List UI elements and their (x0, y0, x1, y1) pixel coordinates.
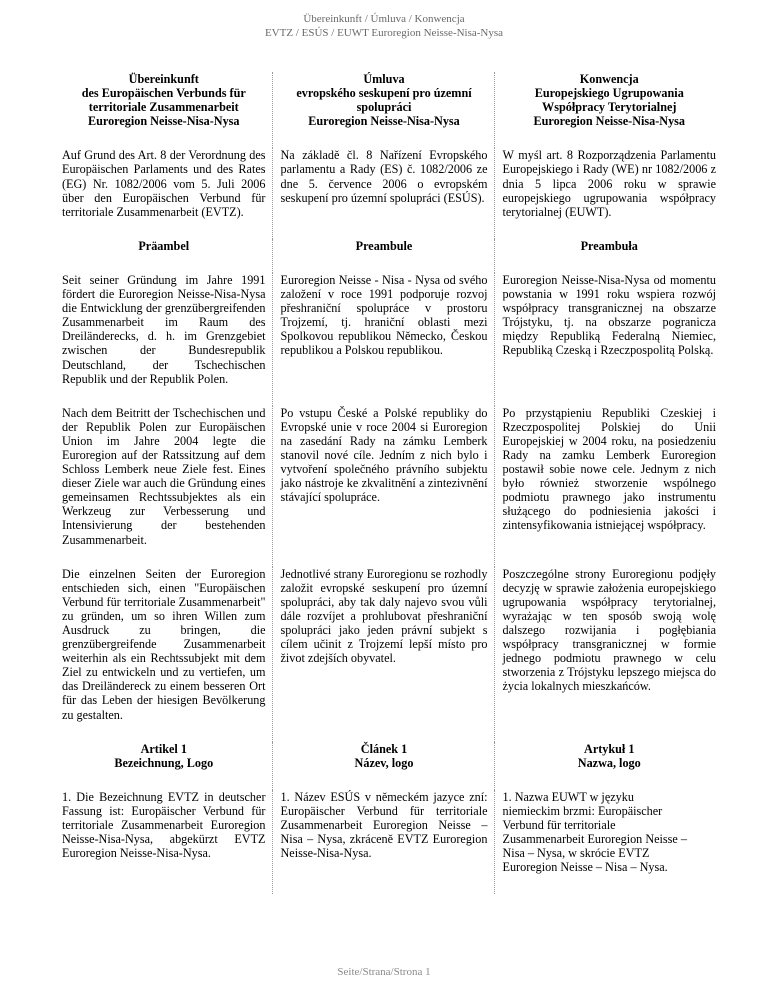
article-1-p1-cs: 1. Název ESÚS v německém jazyce zní: Europäischer Verbund für territoriale Zusammenarbeit Euroregion Neisse – Nisa – Nysa, zkráceně EVTZ Euroregion Neisse-Nisa-Nysa. (272, 790, 494, 895)
page-footer: Seite/Strana/Strona 1 (337, 966, 431, 978)
intro-de: Auf Grund des Art. 8 der Verordnung des Europäischen Parlaments und des Rates (EG) Nr. 1082/2006 vom 5. Juli 2006 über den Europäischen Verbund für territoriale Zusammenarbeit (EVTZ). (62, 148, 266, 219)
intro-pl: W myśl art. 8 Rozporządzenia Parlamentu Europejskiego i Rady (WE) nr 1082/2006 z dnia 5 lipca 2006 roku w sprawie europejskiego ugrupowania współpracy terytorialnej (EUWT). (494, 148, 716, 238)
page-header (0, 12, 768, 40)
intro-row (62, 148, 716, 238)
preamble-p1-cs: Euroregion Neisse - Nisa - Nysa od svého založení v roce 1991 podporuje rozvoj přeshraniční spolupráce v prostoru Trojzemí, tj. hraniční oblasti mezi Spolkovou republikou Německo, Českou republikou a Polskou republikou. (272, 273, 494, 406)
preamble-paragraph-3-row (62, 567, 716, 742)
preamble-p3-pl: Poszczególne strony Euroregionu podjęły decyzję w sprawie założenia europejskiego ugrupowania współpracy terytorialnej, wyrażając w ten sposób swoją wolę dalszego rozwijania i pogłębiania współpracy transgranicznej w formie jednego podmiotu prawnego w celu stworzenia z Trójstyku lepszego miejsca do życia lokalnych mieszkańców. (494, 567, 716, 742)
preamble-heading-de: Präambel (138, 238, 190, 253)
preamble-p3-cs: Jednotlivé strany Euroregionu se rozhodly založit evropské seskupení pro územní spolupráci, aby tak daly najevo svou vůli dále rozvíjet a prohlubovat přeshraniční spolupráci jako jeden právní subjekt s cílem učinit z Trojzemí lepší místo pro život zdejších obyvatel. (272, 567, 494, 742)
preamble-p2-cs: Po vstupu České a Polské republiky do Evropské unie v roce 2004 si Euroregion na zasedání Rady na zámku Lemberk stanovil nové cíle. Jedním z nich bylo i vytvoření společného právního subjektu jako nástroje ke zkvalitnění a zintezivnění stávající spolupráce. (272, 406, 494, 567)
preamble-p3-de: Die einzelnen Seiten der Euroregion entschieden sich, einen "Europäischen Verbund für territoriale Zusammenarbeit" zu gründen, um so ihren Willen zum Ausdruck zu bringen, die grenzübergreifende Zusammenarbeit weiterhin als ein Rechtssubjekt mit dem Ziel zu entwickeln und zu vertiefen, um das Dreiländereck zu einem besseren Ort für das Leben der hiesigen Bevölkerung zu gestalten. (62, 566, 266, 722)
preamble-heading-pl: Preambuła (494, 239, 716, 273)
title-pl: Konwencja Europejskiego Ugrupowania Współpracy Terytorialnej Euroregion Neisse-Nisa-Nysa (494, 72, 716, 148)
article-1-heading-de: Artikel 1 Bezeichnung, Logo (114, 741, 214, 770)
preamble-p1-de: Seit seiner Gründung im Jahre 1991 fördert die Euroregion Neisse-Nisa-Nysa die Entwicklung der grenzübergreifenden Zusammenarbeit im Raum des Dreiländerecks, d. h. im Grenzgebiet zwischen der Bundesrepublik Deutschland, der Tschechischen Republik und der Republik Polen. (62, 272, 266, 386)
article-1-p1-pl: 1. Nazwa EUWT w języku niemieckim brzmi: Europäischer Verbund für territoriale Zusammenarbeit Euroregion Neisse – Nisa – Nysa, w skrócie EVTZ Euroregion Neisse – Nisa – Nysa. (494, 790, 716, 895)
preamble-p1-pl: Euroregion Neisse-Nisa-Nysa od momentu powstania w 1991 roku wspiera rozwój współpracy transgranicznej na obszarze Trójstyku, tj. na obszarze pogranicza między Republiką Federalną Niemiec, Republiką Czeską i Rzeczpospolitą Polską. (494, 273, 716, 406)
header-line-1: Übereinkunft / Úmluva / Konwencja (303, 13, 465, 25)
article-1-p1-de: 1. Die Bezeichnung EVTZ in deutscher Fassung ist: Europäischer Verbund für territoriale Zusammenarbeit Euroregion Neisse-Nisa-Nysa, abgekürzt EVTZ Euroregion Neisse-Nisa-Nysa. (62, 789, 266, 861)
title-row (62, 72, 716, 148)
title-cs: Úmluva evropského seskupení pro územní spolupráci Euroregion Neisse-Nisa-Nysa (272, 72, 494, 148)
article-1-heading-row (62, 742, 716, 790)
preamble-heading-row (62, 239, 716, 273)
article-1-heading-pl: Artykuł 1 Nazwa, logo (494, 742, 716, 790)
title-de: Übereinkunft des Europäischen Verbunds für territoriale Zusammenarbeit Euroregion Neisse-Nisa-Nysa (81, 72, 246, 129)
preamble-paragraph-2-row (62, 406, 716, 567)
header-line-2: EVTZ / ESÚS / EUWT Euroregion Neisse-Nisa-Nysa (264, 27, 504, 39)
preamble-p2-de: Nach dem Beitritt der Tschechischen und der Republik Polen zur Europäischen Union im Jahre 2004 legte die Euroregion auf der Ratssitzung auf dem Schloss Lemberk neue Ziele fest. Eines dieser Ziele war auch die Gründung eines gemeinsamen Rechtssubjektes als ein Werkzeug zur Verbesserung und Intensivierung der bestehenden Zusammenarbeit. (62, 405, 266, 547)
intro-cs: Na základě čl. 8 Nařízení Evropského parlamentu a Rady (ES) č. 1082/2006 ze dne 5. července 2006 o evropském seskupení pro územní spolupráci (ESÚS). (272, 148, 494, 238)
trilingual-columns (62, 72, 716, 894)
preamble-heading-cs: Preambule (272, 239, 494, 273)
article-1-paragraph-1-row (62, 790, 716, 895)
preamble-p2-pl: Po przystąpieniu Republiki Czeskiej i Rzeczpospolitej Polskiej do Unii Europejskiej w 2004 roku, na posiedzeniu Rady na zamku Lemberk Euroregion postawił sobie nowe cele. Jednym z nich było również stworzenie wspólnego podmiotu prawnego jako instrumentu służącego do podniesienia jakości i zintensyfikowania istniejącej współpracy. (494, 406, 716, 567)
preamble-paragraph-1-row (62, 273, 716, 406)
article-1-heading-cs: Článek 1 Název, logo (272, 742, 494, 790)
